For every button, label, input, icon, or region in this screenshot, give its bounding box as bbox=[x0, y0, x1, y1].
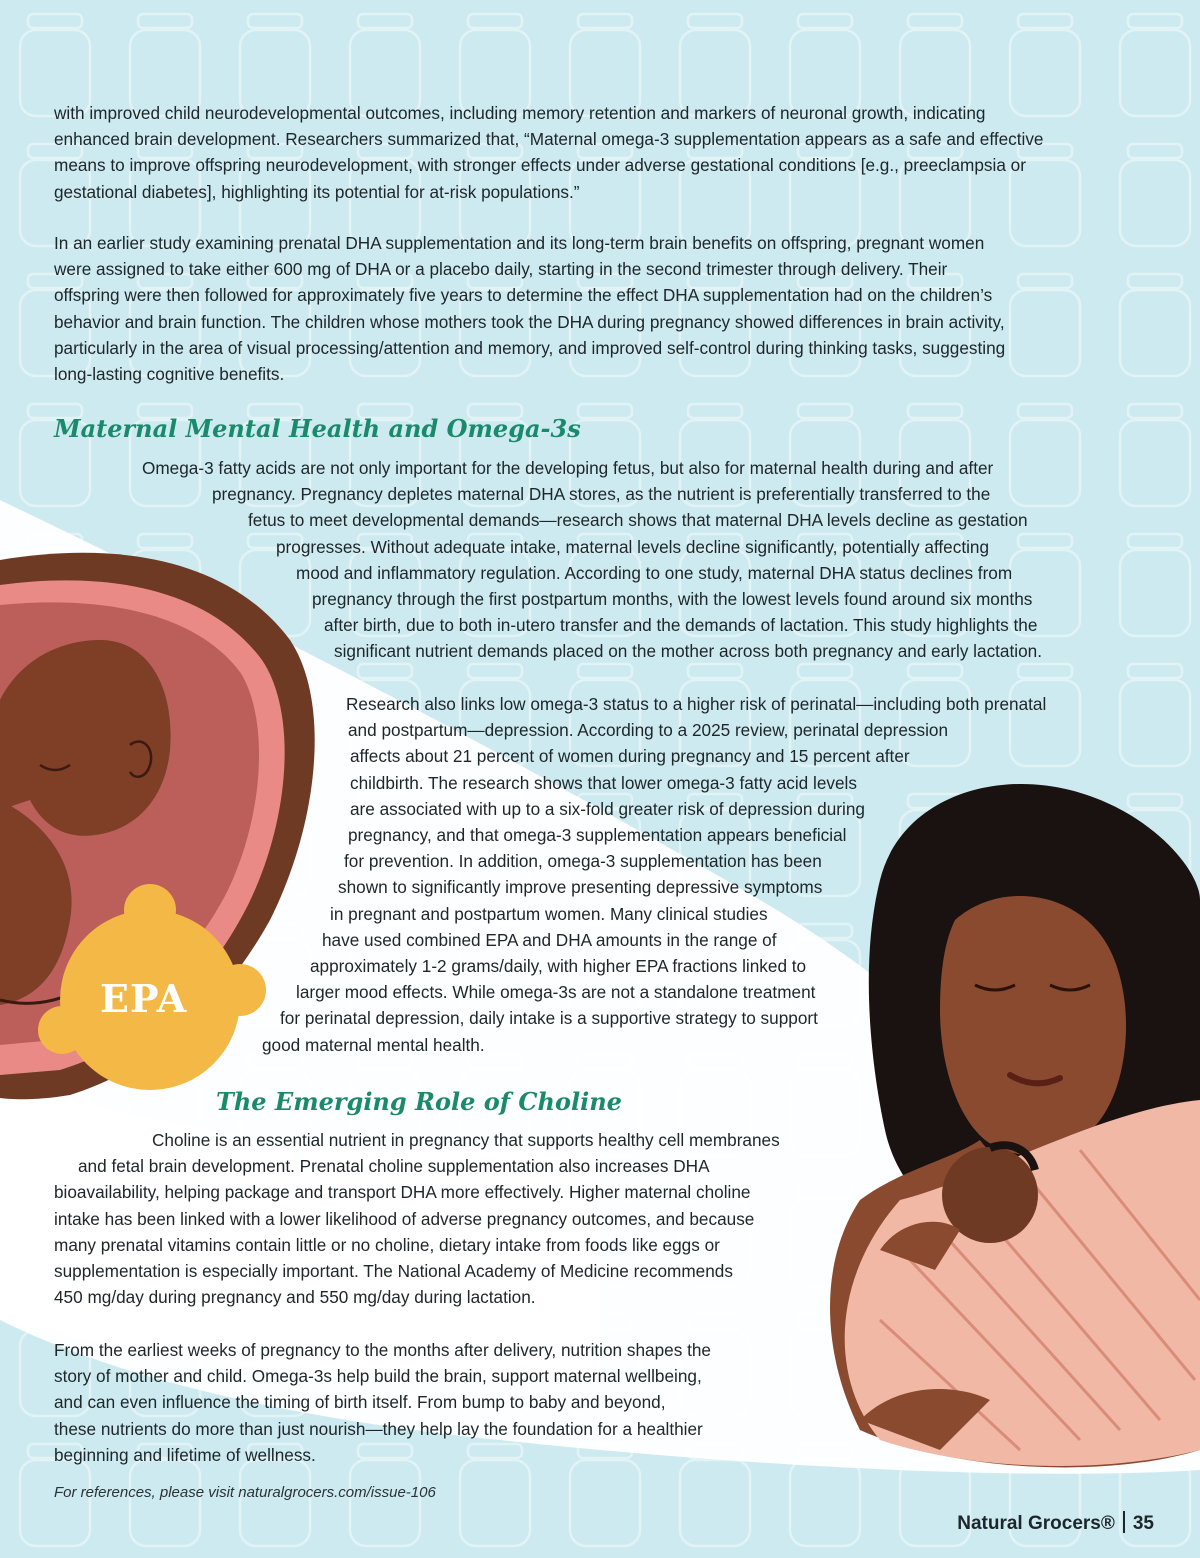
text-line: story of mother and child. Omega-3s help build the brain, support maternal wellbeing, bbox=[54, 1366, 702, 1387]
text-line: for perinatal depression, daily intake is a supportive strategy to support bbox=[280, 1008, 818, 1029]
heading-choline: The Emerging Role of Choline bbox=[216, 1087, 622, 1116]
text-line: Choline is an essential nutrient in pregnancy that supports healthy cell membranes bbox=[152, 1130, 780, 1150]
text-line: From the earliest weeks of pregnancy to the months after delivery, nutrition shapes the bbox=[54, 1340, 711, 1360]
text-line: pregnancy. Pregnancy depletes maternal DHA stores, as the nutrient is preferentially transferred to the bbox=[212, 484, 991, 505]
text-line: and can even influence the timing of birth itself. From bump to baby and beyond, bbox=[54, 1392, 666, 1413]
text-line: Omega-3 fatty acids are not only important for the developing fetus, but also for maternal health during and after bbox=[142, 458, 994, 478]
text-line: supplementation is especially important. The National Academy of Medicine recommends bbox=[54, 1261, 733, 1282]
text-line: with improved child neurodevelopmental outcomes, including memory retention and markers of neuronal growth, indicating bbox=[54, 103, 986, 123]
text-line: larger mood effects. While omega-3s are not a standalone treatment bbox=[296, 982, 816, 1003]
text-line: in pregnant and postpartum women. Many clinical studies bbox=[330, 903, 768, 924]
text-line: good maternal mental health. bbox=[262, 1034, 485, 1055]
text-line: affects about 21 percent of women during pregnancy and 15 percent after bbox=[350, 746, 910, 767]
text-line: and fetal brain development. Prenatal choline supplementation also increases DHA bbox=[78, 1156, 710, 1177]
text-line: In an earlier study examining prenatal DHA supplementation and its long-term brain benefits on offspring, pregnant women bbox=[54, 233, 985, 253]
paragraph-maternal-health bbox=[0, 455, 1200, 665]
text-line: Research also links low omega-3 status to a higher risk of perinatal—including both prenatal bbox=[346, 694, 1047, 714]
text-line: pregnancy through the first postpartum months, with the lowest levels found around six months bbox=[312, 589, 1033, 610]
text-line: have used combined EPA and DHA amounts in the range of bbox=[322, 929, 777, 950]
paragraph-conclusion bbox=[54, 1337, 711, 1468]
text-line: were assigned to take either 600 mg of DHA or a placebo daily, starting in the second trimester through delivery. Their bbox=[54, 259, 948, 280]
paragraph-neurodevelopment bbox=[54, 100, 1044, 205]
text-line: beginning and lifetime of wellness. bbox=[54, 1444, 316, 1465]
text-line: gestational diabetes], highlighting its potential for at-risk populations.” bbox=[54, 181, 580, 202]
text-line: for prevention. In addition, omega-3 supplementation has been bbox=[344, 851, 822, 872]
text-line: progresses. Without adequate intake, maternal levels decline significantly, potentially affecting bbox=[276, 536, 990, 557]
text-line: pregnancy, and that omega-3 supplementation appears beneficial bbox=[348, 825, 847, 846]
text-line: 450 mg/day during pregnancy and 550 mg/day during lactation. bbox=[54, 1287, 536, 1308]
footer-divider bbox=[1123, 1511, 1125, 1533]
text-line: fetus to meet developmental demands—research shows that maternal DHA levels decline as gestation bbox=[248, 510, 1028, 531]
heading-maternal-mental-health: Maternal Mental Health and Omega-3s bbox=[54, 414, 581, 443]
text-line: are associated with up to a six-fold greater risk of depression during bbox=[350, 798, 865, 819]
brand-name: Natural Grocers® bbox=[957, 1513, 1115, 1534]
text-line: and postpartum—depression. According to a 2025 review, perinatal depression bbox=[348, 720, 949, 741]
text-line: significant nutrient demands placed on the mother across both pregnancy and early lactation. bbox=[334, 641, 1042, 662]
page-number: 35 bbox=[1132, 1513, 1154, 1534]
text-line: behavior and brain function. The children whose mothers took the DHA during pregnancy showed differences in brain activity, bbox=[54, 311, 1005, 332]
text-line: long-lasting cognitive benefits. bbox=[54, 364, 285, 385]
text-line: approximately 1-2 grams/daily, with higher EPA fractions linked to bbox=[310, 956, 807, 977]
text-line: after birth, due to both in-utero transfer and the demands of lactation. This study highlights the bbox=[324, 615, 1038, 636]
text-line: many prenatal vitamins contain little or no choline, dietary intake from foods like eggs or bbox=[54, 1234, 720, 1255]
text-line: shown to significantly improve presenting depressive symptoms bbox=[338, 877, 823, 898]
text-line: intake has been linked with a lower likelihood of adverse pregnancy outcomes, and because bbox=[54, 1208, 755, 1229]
text-line: childbirth. The research shows that lower omega-3 fatty acid levels bbox=[350, 772, 857, 793]
paragraph-dha-study bbox=[54, 230, 1005, 387]
page-footer bbox=[957, 1511, 1154, 1535]
text-line: bioavailability, helping package and transport DHA more effectively. Higher maternal choline bbox=[54, 1182, 751, 1203]
text-line: mood and inflammatory regulation. According to one study, maternal DHA status declines from bbox=[296, 562, 1013, 583]
epa-badge: EPA bbox=[100, 976, 188, 1021]
references-note: For references, please visit naturalgrocers.com/issue-106 bbox=[54, 1484, 436, 1501]
paragraph-choline bbox=[0, 1127, 860, 1310]
text-line: particularly in the area of visual processing/attention and memory, and improved self-control during thinking tasks, suggesting bbox=[54, 337, 1006, 358]
text-line: offspring were then followed for approximately five years to determine the effect DHA supplementation had on the children’s bbox=[54, 285, 993, 306]
text-line: enhanced brain development. Researchers summarized that, “Maternal omega-3 supplementation appears as a safe and effective bbox=[54, 129, 1044, 150]
text-line: these nutrients do more than just nourish—they help lay the foundation for a healthier bbox=[54, 1418, 703, 1439]
text-line: means to improve offspring neurodevelopment, with stronger effects under adverse gestational conditions [e.g., preeclampsia or bbox=[54, 155, 1026, 176]
